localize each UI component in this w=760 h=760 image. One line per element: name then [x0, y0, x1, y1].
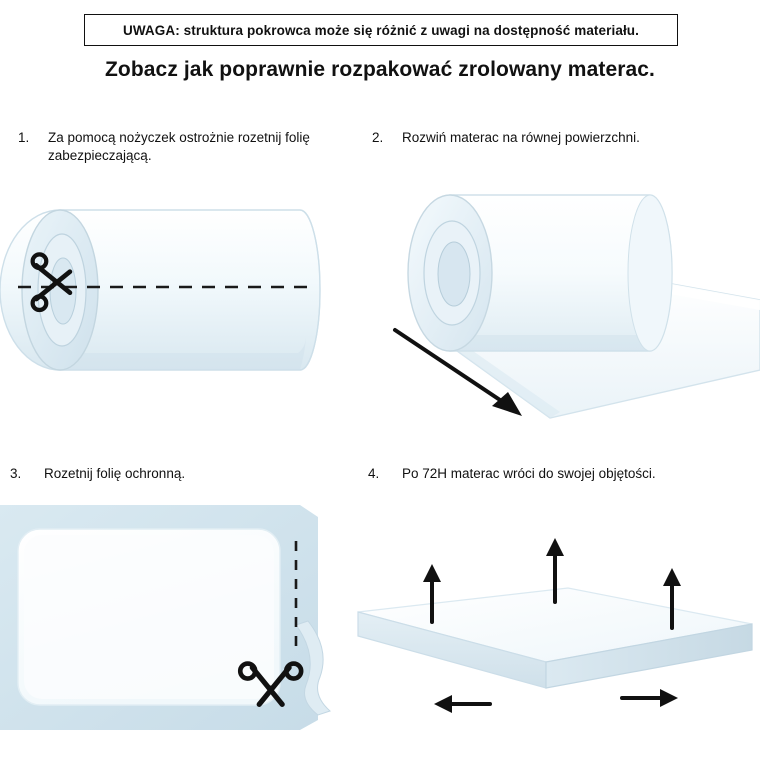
- step-4-number: 4.: [368, 466, 380, 481]
- notice-banner: [84, 14, 678, 46]
- flat-mattress: [18, 529, 280, 705]
- step-1-text: Za pomocą nożyczek ostrożnie rozetnij folię zabezpieczającą.: [48, 130, 310, 163]
- page-title: Zobacz jak poprawnie rozpakować zrolowany materac.: [105, 58, 655, 81]
- rolled-mattress-end-cap-2: [408, 195, 492, 351]
- step-1-caption: [18, 129, 318, 165]
- step-2-caption: [372, 129, 702, 147]
- illustration-step-4: [350, 530, 760, 760]
- illustration-step-2: [350, 160, 760, 430]
- illustration-step-3: [0, 505, 345, 755]
- step-2-text: Rozwiń materac na równej powierzchni.: [402, 130, 640, 145]
- rolled-mattress-end-cap: [22, 210, 98, 370]
- step-4-text: Po 72H materac wróci do swojej objętości.: [402, 466, 656, 481]
- notice-text: UWAGA: struktura pokrowca może się różnić z uwagi na dostępność materiału.: [122, 22, 639, 38]
- expand-arrow-right: [622, 689, 678, 707]
- expand-arrow-left: [434, 695, 490, 713]
- step-4-caption: [368, 465, 708, 483]
- step-3-number: 3.: [10, 466, 22, 481]
- step-3-caption: [10, 465, 310, 483]
- step-1-number: 1.: [18, 130, 30, 145]
- step-2-number: 2.: [372, 130, 384, 145]
- illustration-step-1: [0, 175, 340, 405]
- step-3-text: Rozetnij folię ochronną.: [44, 466, 186, 481]
